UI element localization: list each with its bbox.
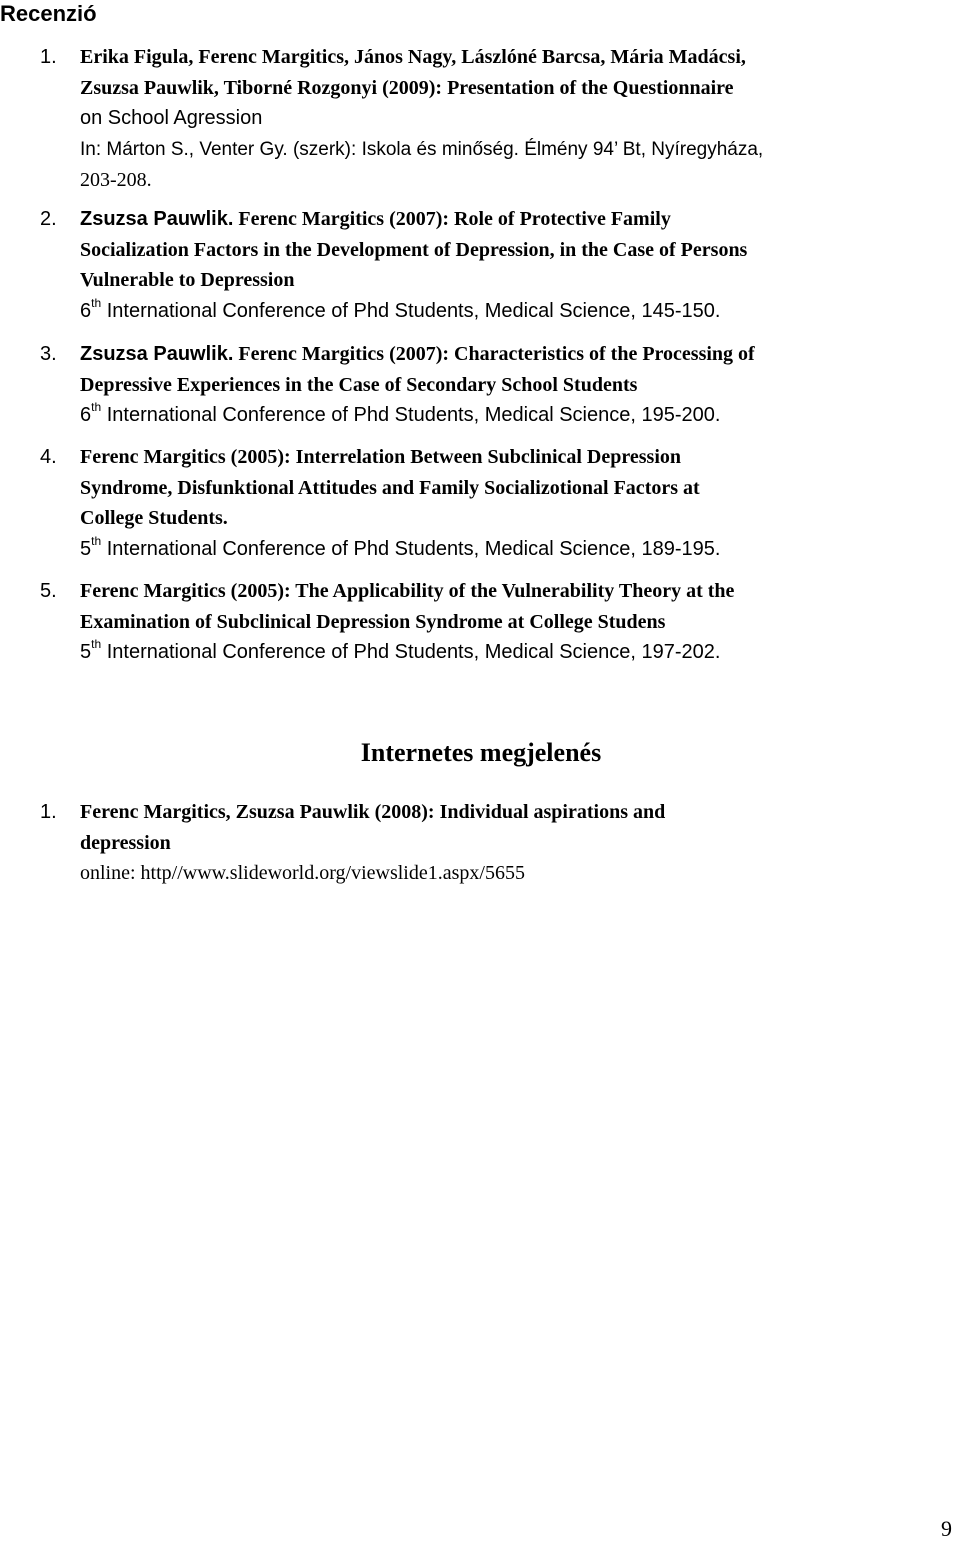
reference-title-line: College Students. (80, 507, 228, 529)
reference-conference: 5th International Conference of Phd Students, Medical Science, 197-202. (80, 637, 721, 663)
online-link[interactable]: online: http//www.slideworld.org/viewslide1.aspx/5655 (80, 862, 525, 884)
reference-title-line: Socialization Factors in the Development of Depression, in the Case of Persons (80, 238, 748, 261)
reference-title-line: Vulnerable to Depression (80, 269, 295, 291)
reference-body (80, 442, 950, 564)
reference-title-line: Ferenc Margitics (2005): The Applicability of the Vulnerability Theory at the (80, 580, 735, 602)
reference-title-line: Zsuzsa Pauwlik, Tiborné Rozgonyi (2009): Presentation of the Questionnaire (80, 76, 734, 99)
reference-title-line: Depressive Experiences in the Case of Secondary School Students (80, 373, 638, 396)
reference-conference: 6th International Conference of Phd Students, Medical Science, 195-200. (80, 400, 721, 426)
reference-body (80, 204, 950, 326)
reference-body (80, 797, 950, 889)
reference-source-line: In: Márton S., Venter Gy. (szerk): Iskola és minőség. Élmény 94’ Bt, Nyíregyháza, (80, 138, 764, 160)
reference-title-line: on School Agression (80, 107, 263, 129)
reference-title-line: Erika Figula, Ferenc Margitics, János Nagy, Lászlóné Barcsa, Mária Madácsi, (80, 46, 746, 68)
section-heading-recenzio: Recenzió (0, 1, 97, 26)
section-heading-internetes-megjelenes: Internetes megjelenés (360, 738, 602, 767)
reference-number: 4. (40, 446, 57, 468)
reference-pages: 203-208. (80, 169, 152, 191)
reference-lead-author: Zsuzsa Pauwlik. (80, 343, 234, 365)
reference-number: 5. (40, 580, 57, 602)
reference-number: 3. (40, 343, 57, 365)
page-number: 9 (941, 1516, 952, 1541)
reference-conference: 6th International Conference of Phd Students, Medical Science, 145-150. (80, 295, 721, 322)
reference-title-line: Ferenc Margitics (2005): Interrelation Between Subclinical Depression (80, 446, 682, 468)
reference-title-line: Examination of Subclinical Depression Syndrome at College Studens (80, 610, 666, 633)
reference-conference: 5th International Conference of Phd Students, Medical Science, 189-195. (80, 533, 721, 560)
reference-number: 1. (40, 46, 57, 68)
reference-lead-author: Zsuzsa Pauwlik. (80, 208, 234, 230)
reference-number: 2. (40, 208, 57, 230)
reference-number: 1. (40, 801, 57, 823)
reference-title-line: Syndrome, Disfunktional Attitudes and Family Socializotional Factors at (80, 476, 700, 499)
reference-body (80, 576, 950, 668)
reference-body (80, 339, 950, 431)
reference-title-line: Zsuzsa Pauwlik. Ferenc Margitics (2007): Role of Protective Family (80, 208, 671, 230)
reference-body (80, 42, 950, 196)
reference-title-line: depression (80, 831, 171, 854)
reference-title-line: Ferenc Margitics, Zsuzsa Pauwlik (2008): Individual aspirations and (80, 801, 666, 823)
reference-title-line: Zsuzsa Pauwlik. Ferenc Margitics (2007): Characteristics of the Processing of (80, 343, 755, 365)
